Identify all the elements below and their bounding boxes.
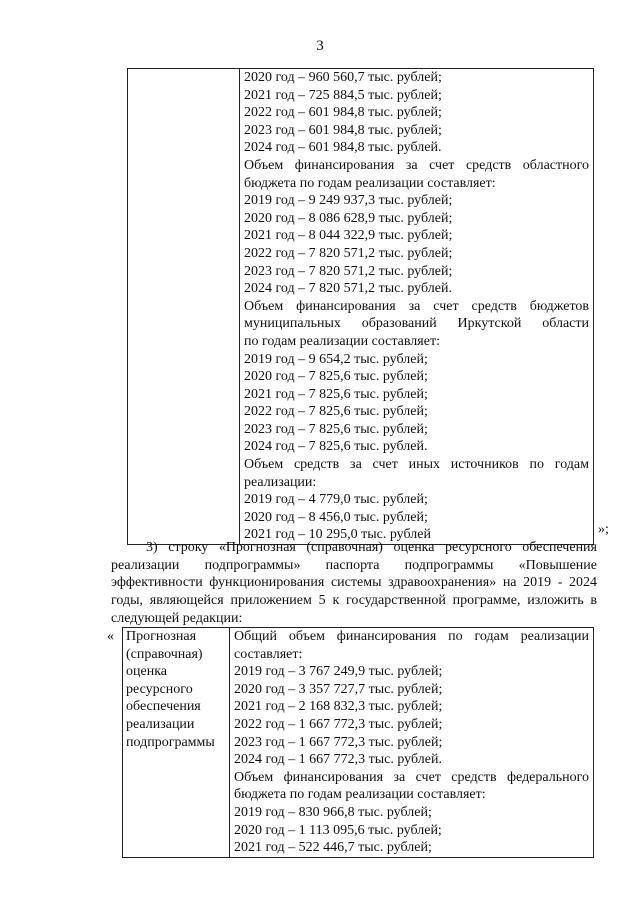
funding-line: 2023 год – 7 820 571,2 тыс. рублей; xyxy=(244,263,453,279)
funding-line: 2021 год – 10 295,0 тыс. рублей xyxy=(244,527,431,543)
funding-line: по годам реализации составляет: xyxy=(244,333,440,349)
funding-line: 2023 год – 7 825,6 тыс. рублей; xyxy=(244,421,428,437)
funding-line: Объем средств за счет иных источников по годам xyxy=(244,457,589,473)
funding-line: 2019 год – 9 249 937,3 тыс. рублей; xyxy=(244,193,453,209)
funding-line: 2020 год – 1 113 095,6 тыс. рублей; xyxy=(234,822,442,838)
funding-line: 2021 год – 522 446,7 тыс. рублей; xyxy=(234,840,432,856)
funding-line: Общий объем финансирования по годам реализации xyxy=(234,629,589,644)
funding-line: 2024 год – 601 984,8 тыс. рублей. xyxy=(244,140,442,156)
funding-table-continued xyxy=(127,68,594,545)
funding-line: 2022 год – 1 667 772,3 тыс. рублей; xyxy=(234,716,443,732)
row-heading-cell xyxy=(123,628,230,858)
funding-line: 2020 год – 960 560,7 тыс. рублей; xyxy=(244,70,442,85)
paragraph-line: эффективности функционирования системы здравоохранения» на 2019 - 2024 xyxy=(111,575,597,591)
row-heading-line: Прогнозная xyxy=(126,629,197,644)
funding-line: 2021 год – 8 044 322,9 тыс. рублей; xyxy=(244,228,453,244)
funding-line: бюджета по годам реализации составляет: xyxy=(244,175,496,191)
funding-line: бюджета по годам реализации составляет: xyxy=(234,787,486,803)
funding-line: 2021 год – 725 884,5 тыс. рублей; xyxy=(244,87,442,103)
closing-quote: »; xyxy=(598,522,609,537)
row-heading-line: (справочная) xyxy=(126,646,203,662)
funding-line: 2021 год – 2 168 832,3 тыс. рублей; xyxy=(234,699,443,715)
table-right-cell xyxy=(240,69,594,545)
paragraph-line: годы, являющейся приложением 5 к государственной программе, изложить в xyxy=(111,593,597,609)
forecast-resource-table xyxy=(122,627,594,858)
table-left-cell-empty xyxy=(128,69,240,545)
opening-quote: « xyxy=(107,629,114,644)
funding-line: Объем финансирования за счет средств бюджетов xyxy=(244,298,589,314)
table-right-cell xyxy=(230,628,594,858)
funding-line: 2019 год – 3 767 249,9 тыс. рублей; xyxy=(234,664,443,680)
funding-line: 2024 год – 7 820 571,2 тыс. рублей. xyxy=(244,281,452,297)
funding-line: Объем финансирования за счет средств областного xyxy=(244,157,589,173)
row-heading-line: ресурсного xyxy=(126,681,193,697)
paragraph-line: 3) строку «Прогнозная (справочная) оценка ресурсного обеспечения xyxy=(146,540,597,555)
funding-line: реализации: xyxy=(244,474,317,490)
funding-line: составляет: xyxy=(234,646,303,662)
row-heading-line: реализации xyxy=(126,716,195,732)
funding-line: 2019 год – 4 779,0 тыс. рублей; xyxy=(244,492,428,508)
page-number: 3 xyxy=(316,38,324,54)
funding-line: Объем финансирования за счет средств федерального xyxy=(234,769,589,785)
funding-line: 2020 год – 8 456,0 тыс. рублей; xyxy=(244,509,428,525)
funding-line: 2019 год – 830 966,8 тыс. рублей; xyxy=(234,804,432,820)
funding-line: 2020 год – 7 825,6 тыс. рублей; xyxy=(244,369,428,385)
funding-line: 2023 год – 1 667 772,3 тыс. рублей; xyxy=(234,734,443,750)
funding-line: 2024 год – 7 825,6 тыс. рублей. xyxy=(244,439,428,455)
row-heading-line: обеспечения xyxy=(126,699,201,715)
funding-line: 2023 год – 601 984,8 тыс. рублей; xyxy=(244,122,442,138)
funding-line: 2022 год – 601 984,8 тыс. рублей; xyxy=(244,105,442,121)
funding-line: муниципальных образований Иркутской области xyxy=(244,316,589,332)
amendment-paragraph xyxy=(111,539,597,628)
funding-line: 2022 год – 7 825,6 тыс. рублей; xyxy=(244,404,428,420)
funding-line: 2024 год – 1 667 772,3 тыс. рублей. xyxy=(234,752,442,768)
funding-line: 2022 год – 7 820 571,2 тыс. рублей; xyxy=(244,245,453,261)
funding-line: 2020 год – 3 357 727,7 тыс. рублей; xyxy=(234,681,443,697)
row-heading-line: подпрограммы xyxy=(126,734,215,750)
row-heading-line: оценка xyxy=(126,664,168,680)
paragraph-line: реализации подпрограммы» паспорта подпрограммы «Повышение xyxy=(111,557,597,573)
funding-line: 2021 год – 7 825,6 тыс. рублей; xyxy=(244,386,428,402)
funding-line: 2020 год – 8 086 628,9 тыс. рублей; xyxy=(244,210,453,226)
paragraph-line: следующей редакции: xyxy=(111,610,243,626)
funding-line: 2019 год – 9 654,2 тыс. рублей; xyxy=(244,351,428,367)
